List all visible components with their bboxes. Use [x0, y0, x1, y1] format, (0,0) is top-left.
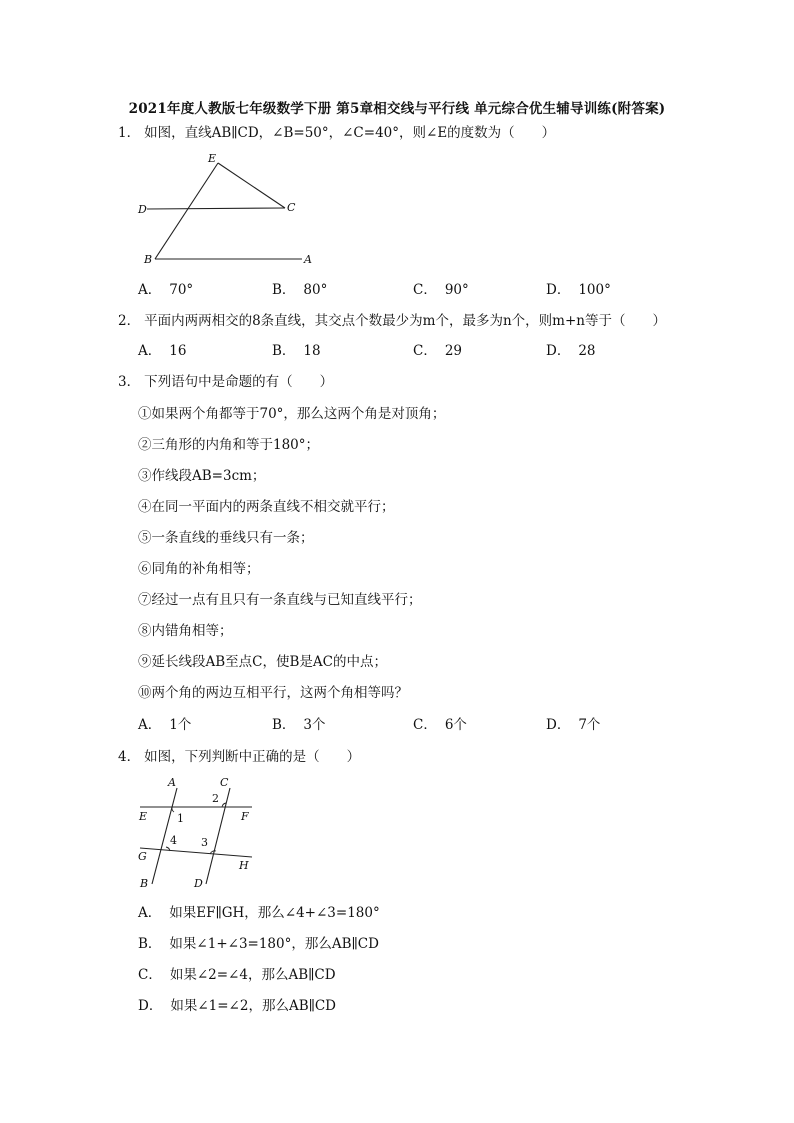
- label-h: H: [239, 859, 249, 872]
- question-3: [118, 373, 333, 391]
- angle-1-arc: [172, 807, 174, 812]
- question-text: 如图，直线AB∥CD，∠B=50°，∠C=40°，则∠E的度数为（ ）: [144, 125, 556, 141]
- question-text: 平面内两两相交的8条直线，其交点个数最少为m个，最多为n个，则m+n等于（ ）: [144, 313, 666, 329]
- option-4b[interactable]: B． 如果∠1+∠3=180°，那么AB∥CD: [138, 936, 379, 952]
- question-4: [118, 748, 360, 766]
- label-f: F: [241, 810, 249, 823]
- label-d: D: [194, 877, 203, 890]
- statement-item: ④在同一平面内的两条直线不相交就平行；: [138, 499, 395, 515]
- statement-item: ⑨延长线段AB至点C，使B是AC的中点；: [138, 654, 387, 670]
- statement-item: ⑧内错角相等；: [138, 623, 233, 639]
- label-angle-3: 3: [201, 836, 208, 849]
- segment-ec: [218, 163, 285, 208]
- option-3c[interactable]: C． 6个: [413, 717, 467, 733]
- question-number: 1．: [118, 125, 141, 141]
- line-dc: [147, 208, 285, 209]
- question-number: 3．: [118, 374, 141, 390]
- option-2d[interactable]: D． 28: [546, 343, 596, 359]
- label-g: G: [138, 850, 147, 863]
- option-1c[interactable]: C． 90°: [413, 282, 469, 298]
- label-angle-4: 4: [170, 834, 177, 847]
- label-c: C: [220, 776, 229, 789]
- statement-item: ①如果两个角都等于70°，那么这两个角是对顶角；: [138, 406, 446, 422]
- option-1d[interactable]: D． 100°: [546, 282, 611, 298]
- question-text: 下列语句中是命题的有（ ）: [144, 374, 334, 390]
- option-3d[interactable]: D． 7个: [546, 717, 601, 733]
- label-angle-2: 2: [212, 792, 219, 805]
- line-gh: [140, 848, 252, 857]
- statement-item: ②三角形的内角和等于180°；: [138, 437, 320, 453]
- statement-item: ⑩两个角的两边互相平行，这两个角相等吗？: [138, 685, 408, 701]
- label-b: B: [144, 253, 153, 266]
- label-e: E: [139, 810, 148, 823]
- document-title: 2021年度人教版七年级数学下册 第5章相交线与平行线 单元综合优生辅导训练(附答案): [128, 101, 666, 117]
- question-number: 2．: [118, 313, 141, 329]
- option-4a[interactable]: A． 如果EF∥GH，那么∠4+∠3=180°: [138, 905, 380, 921]
- question-2: [118, 312, 666, 330]
- label-c: C: [287, 201, 296, 214]
- option-1b[interactable]: B． 80°: [272, 282, 328, 298]
- label-a: A: [168, 776, 176, 789]
- statement-item: ⑤一条直线的垂线只有一条；: [138, 530, 314, 546]
- segment-be: [155, 163, 218, 259]
- question-1: [118, 124, 555, 142]
- label-a: A: [304, 253, 312, 266]
- option-1a[interactable]: A． 70°: [138, 282, 194, 298]
- statement-item: ⑥同角的补角相等；: [138, 561, 260, 577]
- option-3b[interactable]: B． 3个: [272, 717, 326, 733]
- option-3a[interactable]: A． 1个: [138, 717, 192, 733]
- question-text: 如图，下列判断中正确的是（ ）: [144, 749, 361, 765]
- option-2a[interactable]: A． 16: [138, 343, 187, 359]
- statement-item: ③作线段AB=3cm；: [138, 468, 266, 484]
- figure-triangle-parallel-lines: [130, 148, 330, 270]
- option-4d[interactable]: D． 如果∠1=∠2，那么AB∥CD: [138, 998, 336, 1014]
- option-2c[interactable]: C． 29: [413, 343, 463, 359]
- figure-two-transversals: [130, 772, 260, 894]
- question-number: 4．: [118, 749, 141, 765]
- label-b: B: [140, 877, 149, 890]
- option-4c[interactable]: C． 如果∠2=∠4，那么AB∥CD: [138, 967, 336, 983]
- option-2b[interactable]: B． 18: [272, 343, 321, 359]
- statement-item: ⑦经过一点有且只有一条直线与已知直线平行；: [138, 592, 422, 608]
- label-e: E: [208, 152, 217, 165]
- label-angle-1: 1: [177, 812, 184, 825]
- label-d: D: [138, 203, 147, 216]
